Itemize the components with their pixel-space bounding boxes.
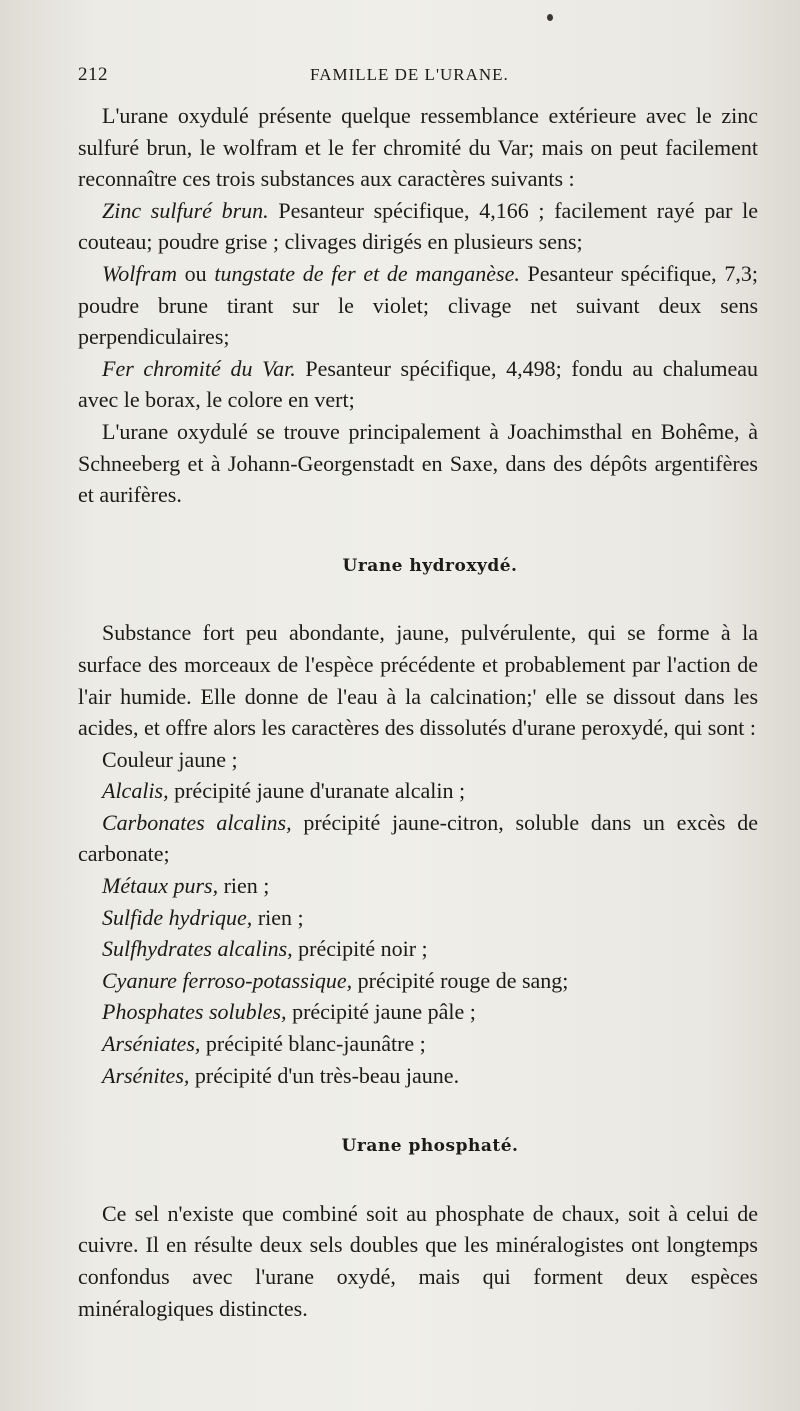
reaction-result: précipité d'un très-beau jaune. bbox=[189, 1062, 460, 1088]
list-item bbox=[78, 807, 758, 870]
list-item bbox=[78, 996, 758, 1028]
ink-speck bbox=[547, 14, 553, 21]
reagent-term: Sulfide hydrique, bbox=[102, 904, 253, 930]
term-tungstate: tungstate de fer et de manganèse. bbox=[214, 260, 520, 286]
reaction-result: Couleur jaune ; bbox=[102, 746, 238, 772]
paragraph-hydroxyde-intro: Substance fort peu abondante, jaune, pulvérulente, qui se forme à la surface des morceaux de l'espèce précédente et probablement par l'action de l'air humide. Elle donne de l'eau à la calcination;' elle se dissout dans les acides, et offre alors les caractères des dissolutés d'urane peroxydé, qui sont : bbox=[78, 620, 758, 741]
reaction-result: précipité jaune-citron, soluble dans un excès de carbonate; bbox=[78, 809, 758, 867]
reaction-result: précipité noir ; bbox=[292, 936, 428, 962]
reagent-term: Arsénites, bbox=[102, 1062, 190, 1088]
term-wolfram: Wolfram bbox=[102, 260, 177, 286]
reagent-term: Sulfhydrates alcalins, bbox=[102, 936, 293, 962]
list-item bbox=[78, 775, 758, 807]
section-heading-hydroxyde: Urane hydroxydé. bbox=[342, 555, 518, 576]
reaction-result: précipité jaune pâle ; bbox=[286, 999, 476, 1025]
paragraph-wolfram bbox=[78, 258, 758, 353]
reagent-term: Phosphates solubles, bbox=[102, 999, 287, 1025]
reaction-result: rien ; bbox=[218, 873, 270, 899]
paragraph-comparison: L'urane oxydulé présente quelque ressemblance extérieure avec le zinc sulfuré brun, le wolfram et le fer chromité du Var; mais on peut facilement reconnaître ces trois substances aux caractères suivants : bbox=[78, 103, 758, 192]
list-item bbox=[78, 1060, 758, 1092]
list-item bbox=[78, 744, 758, 776]
reagent-term: Métaux purs, bbox=[102, 873, 219, 899]
running-title: FAMILLE DE L'URANE. bbox=[310, 65, 509, 84]
reagent-term: Alcalis, bbox=[102, 778, 169, 804]
section-heading-phosphate: Urane phosphaté. bbox=[341, 1136, 519, 1157]
paragraph-zinc bbox=[78, 195, 758, 258]
list-item bbox=[78, 965, 758, 997]
term-fer-chromite: Fer chromité du Var. bbox=[102, 355, 296, 381]
reagent-term: Cyanure ferroso-potassique, bbox=[102, 967, 353, 993]
term-zinc: Zinc sulfuré brun. bbox=[102, 197, 269, 223]
reaction-result: rien ; bbox=[252, 904, 304, 930]
text-fer-chromite: Pesanteur spécifique, 4,498; fondu au chalumeau avec le borax, le colore en vert; bbox=[78, 355, 759, 413]
page-header bbox=[78, 64, 758, 88]
list-item bbox=[78, 1028, 758, 1060]
text-wolfram-connector: ou bbox=[176, 260, 215, 286]
reagent-term: Arséniates, bbox=[102, 1031, 201, 1057]
text-wolfram: Pesanteur spécifique, 7,3; poudre brune tirant sur le violet; clivage net suivant deux sens perpendiculaires; bbox=[78, 260, 758, 350]
reagent-term: Carbonates alcalins, bbox=[102, 809, 292, 835]
paragraph-localities: L'urane oxydulé se trouve principalement à Joachimsthal en Bohême, à Schneeberg et à Johann-Georgenstadt en Saxe, dans des dépôts argentifères et aurifères. bbox=[78, 418, 758, 508]
paragraph-fer-chromite bbox=[78, 353, 758, 416]
reaction-result: précipité jaune d'uranate alcalin ; bbox=[168, 778, 466, 804]
reaction-result: précipité blanc-jaunâtre ; bbox=[200, 1031, 426, 1057]
list-item bbox=[78, 902, 758, 934]
list-item bbox=[78, 933, 758, 965]
paragraph-phosphate-intro: Ce sel n'existe que combiné soit au phosphate de chaux, soit à celui de cuivre. Il en résulte deux sels doubles que les minéralogistes ont longtemps confondus avec l'urane oxydé, mais qui forment deux espèces minéralogiques distinctes. bbox=[78, 1200, 758, 1321]
page-body bbox=[78, 100, 758, 1324]
reaction-list bbox=[78, 744, 758, 1092]
list-item bbox=[78, 870, 758, 902]
reaction-result: précipité rouge de sang; bbox=[352, 967, 569, 993]
text-zinc: Pesanteur spécifique, 4,166 ; facilement rayé par le couteau; poudre grise ; clivages dirigés en plusieurs sens; bbox=[78, 197, 758, 255]
page-number: 212 bbox=[78, 64, 108, 85]
